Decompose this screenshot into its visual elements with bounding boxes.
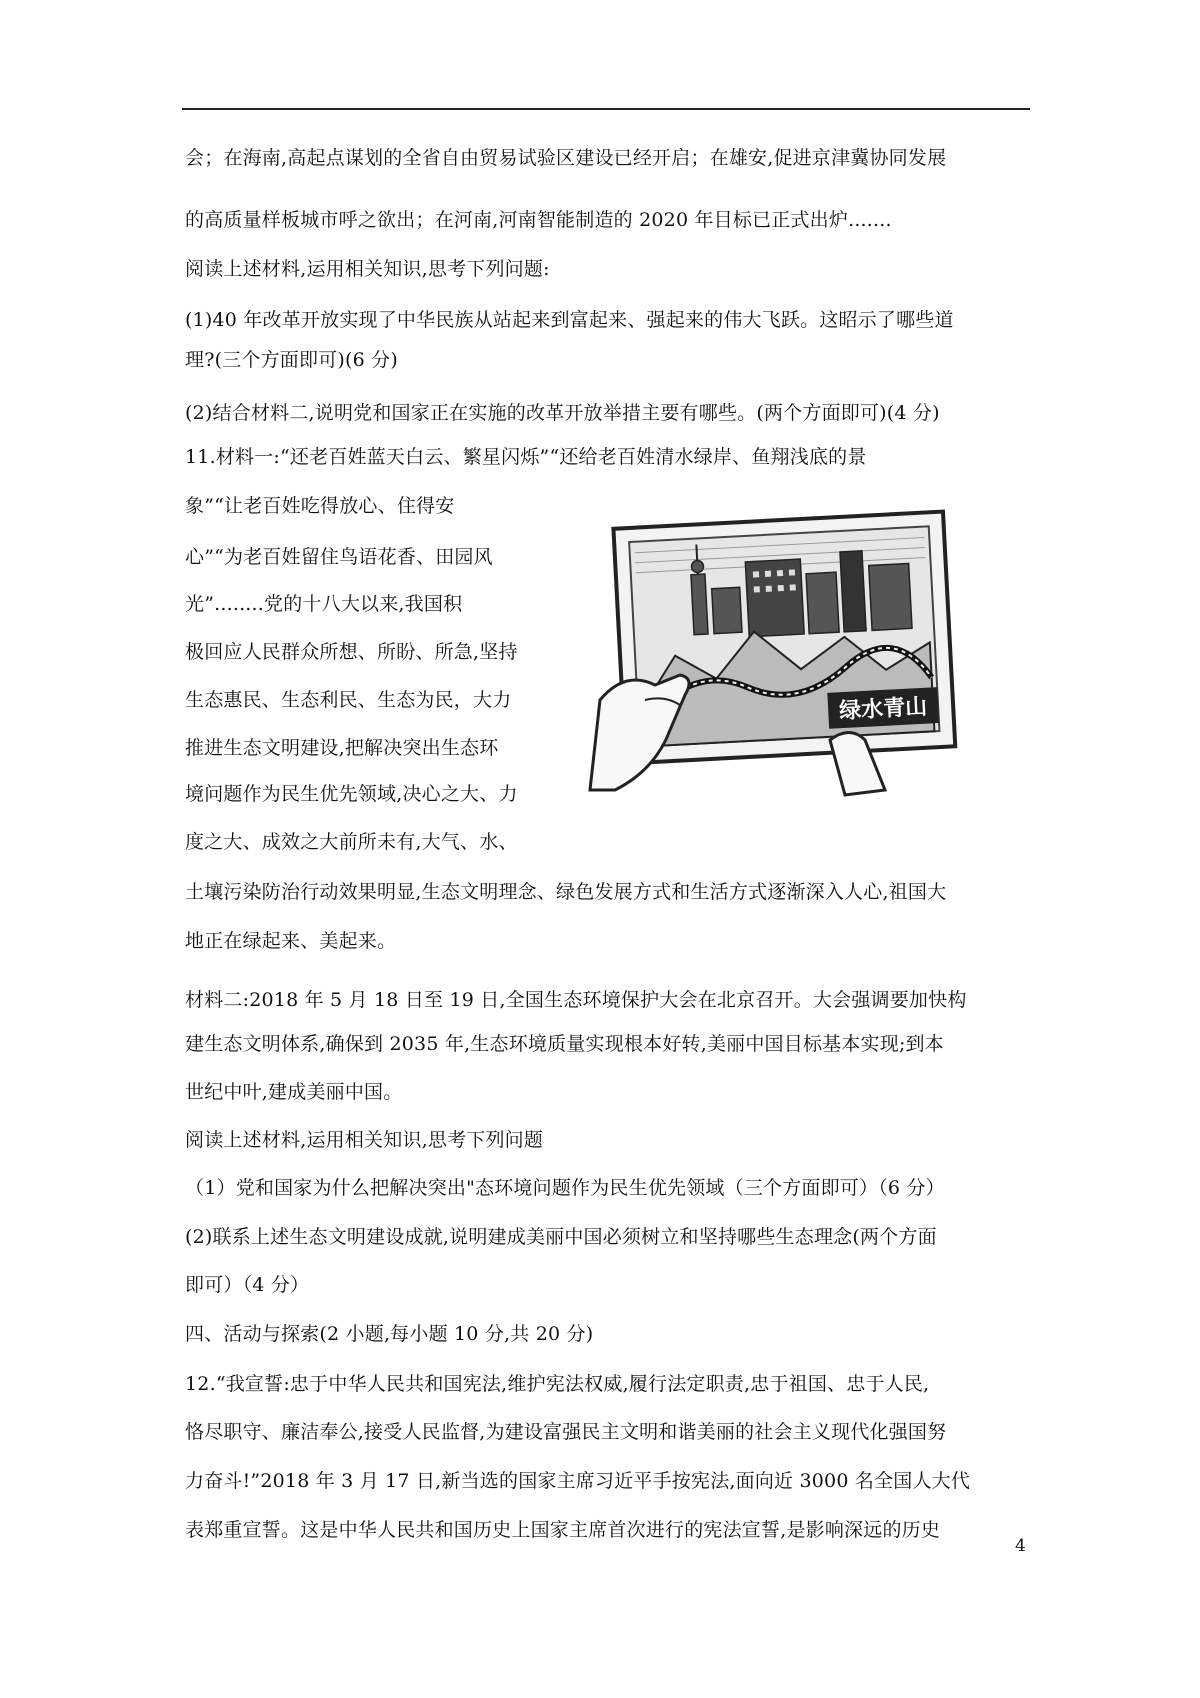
- text-line: 土壤污染防治行动效果明显,生态文明理念、绿色发展方式和生活方式逐渐深入人心,祖国大: [185, 881, 947, 903]
- text-line: 境问题作为民生优先领域,决心之大、力: [185, 783, 518, 805]
- text-line: 材料二:2018 年 5 月 18 日至 19 日,全国生态环境保护大会在北京召开。大会强调要加快构: [185, 989, 967, 1011]
- text-line: 阅读上述材料,运用相关知识,思考下列问题: [185, 1129, 544, 1151]
- text-line: 11.材料一:“还老百姓蓝天白云、繁星闪烁”“还给老百姓清水绿岸、鱼翔浅底的景: [185, 446, 867, 468]
- text-line: (1)40 年改革开放实现了中华民族从站起来到富起来、强起来的伟大飞跃。这昭示了哪些道: [185, 309, 954, 331]
- text-line: 12.“我宣誓:忠于中华人民共和国宪法,维护宪法权威,履行法定职责,忠于祖国、忠于人民,: [185, 1373, 930, 1395]
- text-line: 恪尽职守、廉洁奉公,接受人民监督,为建设富强民主文明和谐美丽的社会主义现代化强国努: [185, 1421, 947, 1443]
- text-line: 世纪中叶,建成美丽中国。: [185, 1081, 403, 1103]
- text-line: 理?(三个方面即可)(6 分): [185, 349, 398, 371]
- text-line: 会；在海南,高起点谋划的全省自由贸易试验区建设已经开启；在雄安,促进京津冀协同发展: [185, 147, 947, 169]
- text-line: 建生态文明体系,确保到 2035 年,生态环境质量实现根本好转,美丽中国目标基本实现;到本: [185, 1033, 944, 1055]
- text-line: 四、活动与探索(2 小题,每小题 10 分,共 20 分): [185, 1323, 594, 1345]
- text-line: 生态惠民、生态利民、生态为民，大力: [185, 689, 512, 711]
- postcard-illustration: [585, 500, 985, 800]
- header-rule: [182, 108, 1030, 110]
- text-line: 度之大、成效之大前所未有,大气、水、: [185, 831, 518, 853]
- text-line: 的高质量样板城市呼之欲出；在河南,河南智能制造的 2020 年目标已正式出炉.......: [185, 209, 892, 231]
- text-line: （1）党和国家为什么把解决突出"态环境问题作为民生优先领域（三个方面即可）（6 分）: [185, 1177, 945, 1199]
- text-line: 表郑重宣誓。这是中华人民共和国历史上国家主席首次进行的宪法宣誓,是影响深远的历史: [185, 1519, 941, 1541]
- text-line: 力奋斗!”2018 年 3 月 17 日,新当选的国家主席习近平手按宪法,面向近 3000 名全国人大代: [185, 1470, 971, 1492]
- text-line: 地正在绿起来、美起来。: [185, 930, 397, 952]
- figure-caption: 绿水青山: [838, 694, 928, 725]
- text-line: 极回应人民群众所想、所盼、所急,坚持: [185, 641, 518, 663]
- text-line: (2)结合材料二,说明党和国家正在实施的改革开放举措主要有哪些。(两个方面即可)(4 分): [185, 402, 940, 424]
- text-line: 光”........党的十八大以来,我国积: [185, 593, 463, 615]
- text-line: (2)联系上述生态文明建设成就,说明建成美丽中国必须树立和坚持哪些生态理念(两个方面: [185, 1226, 937, 1248]
- text-line: 推进生态文明建设,把解决突出生态环: [185, 737, 499, 759]
- text-line: 心”“为老百姓留住鸟语花香、田园风: [185, 546, 493, 568]
- text-line: 即可）（4 分）: [185, 1274, 310, 1296]
- text-line: 阅读上述材料,运用相关知识,思考下列问题:: [185, 258, 550, 280]
- text-line: 象”“让老百姓吃得放心、住得安: [185, 495, 455, 517]
- page-number: 4: [1015, 1536, 1026, 1556]
